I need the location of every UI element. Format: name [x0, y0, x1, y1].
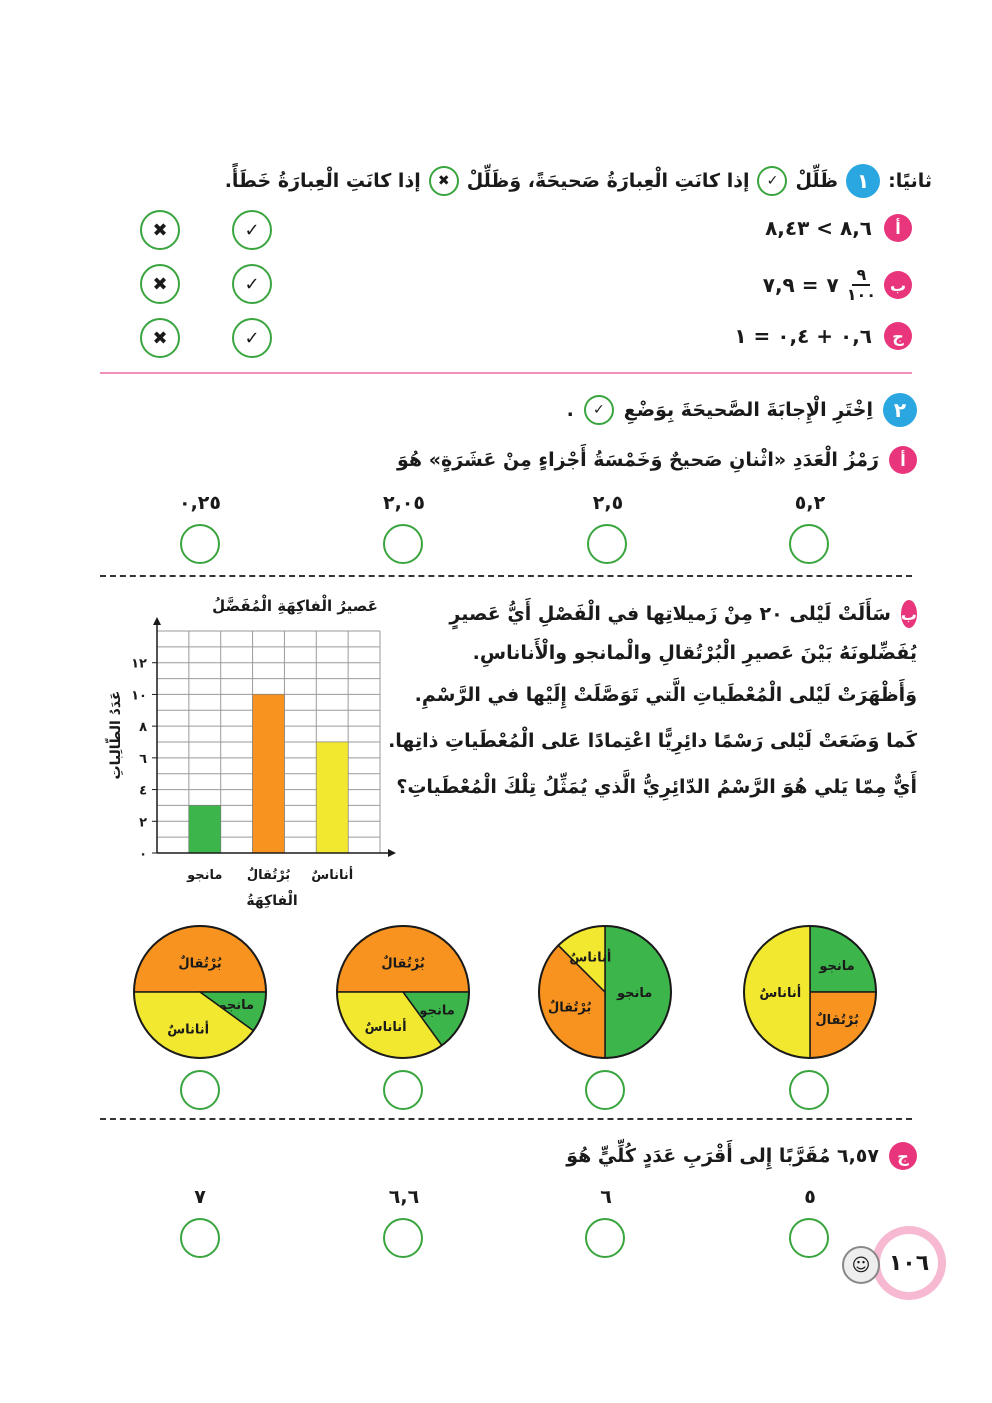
false-option-b[interactable]: ✖	[140, 264, 180, 304]
check-icon: ✓	[584, 395, 614, 425]
pie-slice-label: أناناسٌ	[569, 950, 612, 966]
x-tick-label: بُرْتُقالٌ	[246, 868, 291, 883]
item-rhs: = ٧,٩	[762, 273, 819, 297]
q1-instruction-a: ظَلِّلْ	[795, 170, 839, 192]
fraction	[847, 266, 876, 304]
chart-title: عَصيرُ الْفاكِهَةِ الْمُفَضَّلُ	[212, 597, 378, 615]
q2-part-a	[397, 442, 917, 478]
fraction-numerator: ٩	[852, 266, 870, 286]
pie-slice-label: بُرْتُقالٌ	[815, 1013, 859, 1029]
true-option-c[interactable]: ✓	[232, 318, 272, 358]
chart-x-label: الْفاكِهَةُ	[246, 893, 298, 909]
chart-x-ticks	[186, 866, 353, 883]
answer-circle-b1[interactable]	[789, 1070, 829, 1110]
part-b-line: أَيٌّ مِمّا يَلي هُوَ الرَّسْمُ الدّائِرِيُّ الَّذي يُمَثِّلُ تِلْكَ الْمُعْطَياتِ؟	[396, 776, 917, 798]
q2-header: ٢ اِخْتَرِ الْإِجابَةَ الصَّحيحَةَ بِوَضْعِ ✓ .	[567, 390, 917, 430]
false-option-c[interactable]: ✖	[140, 318, 180, 358]
item-statement: ٠,٦ + ٠,٤ = ١	[734, 324, 872, 348]
y-axis-arrow	[153, 617, 161, 625]
item-statement: ٨,٦ > ٨,٤٣	[765, 216, 872, 240]
q1-instruction-c: إذا كانَتِ الْعِبارَةُ خَطَأً.	[224, 170, 421, 192]
part-b-line: سَأَلَتْ لَيْلى ٢٠ مِنْ زَميلاتِها في الْفَصْلِ أَيُّ عَصيرٍ	[449, 603, 891, 625]
true-option-b[interactable]: ✓	[232, 264, 272, 304]
part-b-line: يُفَضِّلونَهُ بَيْنَ عَصيرِ الْبُرْتُقالِ والْمانجو والْأَناناسِ.	[472, 642, 917, 664]
answer-circle-b4[interactable]	[180, 1070, 220, 1110]
pie-option-1	[740, 922, 880, 1062]
option-label: ٧	[194, 1186, 206, 1208]
q1-instruction-b: إذا كانَتِ الْعِبارَةُ صَحيحَةً، وَظَلِّلْ	[466, 170, 750, 192]
x-tick-label: مانجو	[187, 868, 223, 883]
answer-circle-c1[interactable]	[789, 1218, 829, 1258]
pie-option-2	[535, 922, 675, 1062]
cross-icon: ✖	[429, 166, 459, 196]
q1-number-badge: ١	[846, 164, 880, 198]
q1-item-a	[765, 210, 912, 246]
chart-y-label: عَدَدُ الطّالِباتِ	[108, 690, 124, 780]
item-whole: ٧	[826, 273, 839, 297]
q1-header	[52, 160, 932, 202]
pie-option-3	[333, 922, 473, 1062]
q1-item-c	[734, 318, 912, 354]
true-option-a[interactable]: ✓	[232, 210, 272, 250]
answer-circle-a2[interactable]	[587, 524, 627, 564]
bar-3	[316, 742, 348, 853]
pie-slice-label: مانجو	[419, 1003, 455, 1019]
pie-slice-label: مانجو	[218, 997, 255, 1013]
answer-circle-c2[interactable]	[585, 1218, 625, 1258]
option-label: ٥,٢	[794, 492, 826, 514]
x-axis-arrow	[388, 849, 396, 857]
part-b-line: وَأَظْهَرَتْ لَيْلى الْمُعْطَياتِ الَّتي تَوَصَّلَتْ إِلَيْها في الرَّسْمِ.	[414, 684, 917, 706]
pie-option-4	[130, 922, 270, 1062]
bar-chart	[100, 585, 400, 915]
page-number: ١٠٦	[888, 1250, 930, 1276]
pie-slice-label: بُرْتُقالٌ	[178, 956, 222, 972]
answer-circle-a3[interactable]	[383, 524, 423, 564]
q2-part-b	[388, 596, 917, 798]
item-letter-badge: ج	[884, 322, 912, 350]
q2-part-c	[566, 1138, 917, 1174]
answer-circle-a4[interactable]	[180, 524, 220, 564]
bar-2	[253, 694, 285, 853]
pie-slice-label: أناناسٌ	[167, 1022, 210, 1038]
fraction-denominator: ١٠٠	[846, 285, 876, 304]
option-label: ٦,٦	[388, 1186, 420, 1208]
y-tick-label: ١٢	[131, 656, 147, 672]
dashed-divider	[100, 1118, 912, 1120]
option-label: ٢,٥	[592, 492, 624, 514]
item-letter-badge: ب	[884, 271, 912, 299]
check-icon: ✓	[757, 166, 787, 196]
y-tick-label: ٦	[139, 751, 147, 767]
item-letter-badge: أ	[884, 214, 912, 242]
y-tick-label: ٨	[139, 720, 147, 736]
y-tick-label: ١٠	[131, 688, 147, 704]
part-letter-badge: ب	[901, 600, 917, 628]
answer-circle-c4[interactable]	[180, 1218, 220, 1258]
option-label: ٦	[600, 1186, 612, 1208]
q1-item-b	[763, 262, 912, 308]
answer-circle-c3[interactable]	[383, 1218, 423, 1258]
answer-circle-a1[interactable]	[789, 524, 829, 564]
part-b-line: كَما وَضَعَتْ لَيْلى رَسْمًا دائِرِيًّا اعْتِمادًا عَلى الْمُعْطَياتِ ذاتِها.	[388, 730, 917, 752]
pie-slice-label: أناناسٌ	[759, 986, 802, 1001]
option-label: ٠,٢٥	[178, 492, 221, 514]
page-number-badge	[872, 1226, 946, 1300]
chart-y-ticks	[131, 657, 157, 862]
false-option-a[interactable]: ✖	[140, 210, 180, 250]
option-label: ٢,٠٥	[382, 492, 425, 514]
x-tick-label: أناناسٌ	[311, 868, 354, 883]
answer-circle-b3[interactable]	[383, 1070, 423, 1110]
y-tick-label: ٤	[139, 783, 147, 799]
y-tick-label: ٢	[139, 815, 147, 831]
part-letter-badge: ج	[889, 1142, 917, 1170]
pie-slice-label: مانجو	[819, 958, 855, 974]
part-letter-badge: أ	[889, 446, 917, 474]
pie-slice-label: أناناسٌ	[364, 1020, 407, 1036]
section-divider	[100, 372, 912, 374]
mascot-icon: ☺	[842, 1246, 880, 1284]
section-label: ثانيًا:	[888, 170, 932, 192]
y-tick-label: ٠	[139, 847, 147, 862]
pie-slice-label: بُرْتُقالٌ	[381, 956, 425, 972]
bar-1	[189, 805, 221, 853]
part-a-question: رَمْزُ الْعَدَدِ «اثْنانِ صَحيحٌ وَخَمْسَةُ أَجْزاءٍ مِنْ عَشَرَةٍ» هُوَ	[397, 449, 879, 471]
option-label: ٥	[804, 1186, 816, 1208]
answer-circle-b2[interactable]	[585, 1070, 625, 1110]
part-c-question: ٦,٥٧ مُقَرَّبًا إِلى أَقْرَبِ عَدَدٍ كُلِّيٍّ هُوَ	[566, 1145, 879, 1167]
q2-instruction: اِخْتَرِ الْإِجابَةَ الصَّحيحَةَ بِوَضْعِ	[623, 399, 873, 421]
dashed-divider	[100, 575, 912, 577]
pie-slice-label: مانجو	[617, 986, 653, 1001]
q2-number-badge: ٢	[883, 393, 917, 427]
pie-slice-label: بُرْتُقالٌ	[547, 1000, 592, 1016]
